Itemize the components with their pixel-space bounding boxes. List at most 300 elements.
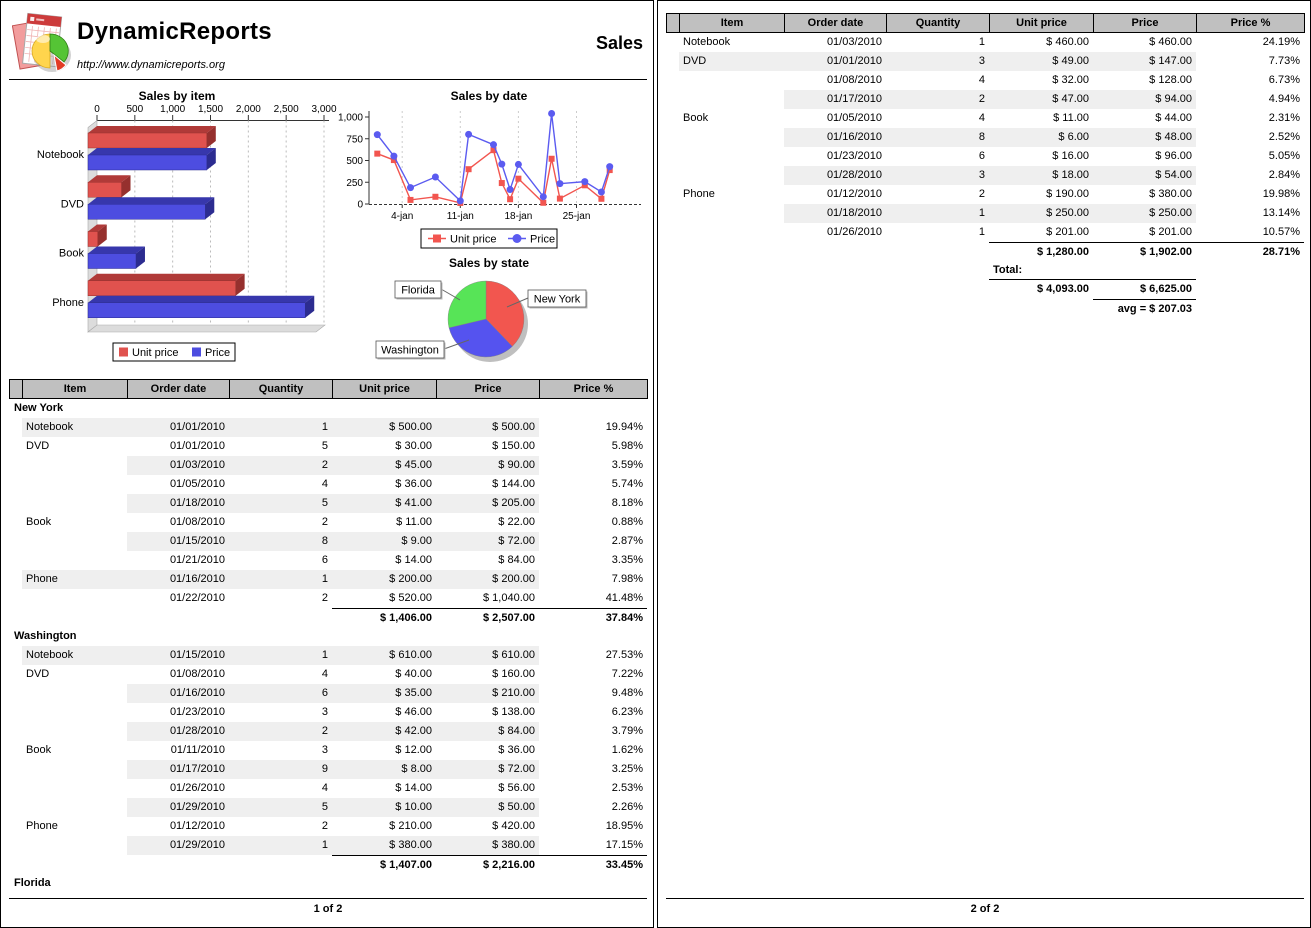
cell-quantity: 1: [978, 36, 985, 48]
cell-price-pct: 41.48%: [605, 592, 643, 604]
cell-price-pct: 3.59%: [611, 459, 643, 471]
cell-quantity: 1: [229, 570, 332, 589]
cell-unit-price: $ 49.00: [989, 52, 1093, 71]
cell-indent: [9, 836, 22, 855]
group-header: Washington: [14, 630, 77, 642]
cell-indent: [9, 703, 22, 722]
cell-price-pct: 7.98%: [611, 573, 643, 585]
cell-indent: [9, 513, 22, 532]
cell-price-pct: 7.22%: [611, 668, 643, 680]
cell-price: $ 460.00: [1149, 36, 1192, 48]
cell-quantity: 6: [321, 554, 328, 566]
cell-item: Book: [26, 516, 52, 528]
cell-price-pct: 2.26%: [611, 801, 643, 813]
total-unit-price: $ 4,093.00: [1037, 283, 1089, 295]
cell-quantity: [229, 608, 332, 627]
subtotal-price-pct: 28.71%: [1196, 242, 1304, 261]
subtotal-unit-price: $ 1,406.00: [332, 608, 436, 627]
table-row: [666, 185, 1304, 204]
cell-order-date: 01/18/2010: [127, 494, 229, 513]
cell-price-pct: 3.35%: [611, 554, 643, 566]
group-subtotal-row: [9, 608, 647, 627]
cell-unit-price: $ 41.00: [332, 494, 436, 513]
subtotal-price: $ 2,507.00: [436, 608, 539, 627]
table-row: [666, 90, 1304, 109]
cell-indent: [666, 90, 679, 109]
cell-unit-price: $ 46.00: [395, 706, 432, 718]
cell-price: $ 380.00: [1149, 188, 1192, 200]
cell-order-date: [127, 608, 229, 627]
cell-price: $ 128.00: [1149, 74, 1192, 86]
cell-indent: [9, 608, 22, 627]
total-label: Total:: [989, 261, 1093, 280]
cell-price-pct: 3.25%: [611, 763, 643, 775]
cell-price-pct: 2.84%: [1268, 169, 1300, 181]
column-header-pct: Price %: [1197, 13, 1305, 33]
sp: [886, 280, 989, 299]
svg-text:0: 0: [94, 104, 100, 115]
table-row: [666, 52, 1304, 71]
cell-order-date: 01/26/2010: [826, 226, 882, 238]
brand-title: DynamicReports: [77, 18, 272, 45]
sales-by-item-chart: [9, 87, 339, 365]
cell-quantity: 1: [229, 836, 332, 855]
cell-indent: [9, 475, 22, 494]
cell-order-date: 01/15/2010: [127, 646, 229, 665]
subtotal-unit-price: $ 1,280.00: [989, 242, 1093, 261]
cell-price: $ 205.00: [436, 494, 539, 513]
svg-text:500: 500: [126, 104, 144, 115]
table-row: [666, 128, 1304, 147]
cell-order-date: 01/26/2010: [169, 782, 225, 794]
sp: [666, 299, 679, 318]
table-row: [666, 109, 1304, 128]
svg-text:Price: Price: [530, 233, 556, 246]
table-header-row: [666, 13, 1304, 33]
cell-indent: [666, 128, 679, 147]
cell-indent: [666, 166, 679, 185]
cell-item: [679, 204, 784, 223]
cell-price: $ 144.00: [492, 478, 535, 490]
cell-unit-price: $ 14.00: [395, 782, 432, 794]
cell-unit-price: $ 18.00: [989, 166, 1093, 185]
cell-quantity: 2: [321, 516, 328, 528]
cell-unit-price: $ 14.00: [395, 554, 432, 566]
cell-unit-price: $ 10.00: [332, 798, 436, 817]
table-header-row: [9, 379, 647, 399]
cell-indent: [9, 722, 22, 741]
cell-indent: [9, 665, 22, 684]
table-row: [666, 71, 1304, 90]
cell-price: $ 36.00: [498, 744, 535, 756]
cell-order-date: 01/12/2010: [169, 820, 225, 832]
total-price: $ 6,625.00: [1140, 283, 1192, 295]
cell-quantity: 4: [978, 74, 985, 86]
sp: [1196, 299, 1304, 318]
cell-price-pct: 24.19%: [1262, 36, 1300, 48]
cell-quantity: 6: [978, 150, 985, 162]
cell-unit-price: $ 42.00: [332, 722, 436, 741]
svg-text:250: 250: [346, 177, 363, 189]
group-subtotal-row: [666, 242, 1304, 261]
column-header-date: Order date: [785, 13, 887, 33]
cell-price: $ 201.00: [1149, 226, 1192, 238]
cell-price-pct: 2.53%: [611, 782, 643, 794]
cell-price: $ 48.00: [1093, 128, 1196, 147]
cell-unit-price: $ 16.00: [1052, 150, 1089, 162]
cell-indent: [9, 456, 22, 475]
cell-price-pct: 2.31%: [1268, 112, 1300, 124]
cell-order-date: 01/08/2010: [169, 516, 225, 528]
total-values-row: [666, 280, 1304, 299]
svg-text:750: 750: [346, 134, 363, 146]
cell-price-pct: 2.52%: [1268, 131, 1300, 143]
column-header-item: Item: [23, 379, 128, 399]
cell-unit-price: $ 12.00: [395, 744, 432, 756]
cell-quantity: 2: [886, 90, 989, 109]
cell-unit-price: $ 45.00: [332, 456, 436, 475]
cell-item: Phone: [26, 820, 58, 832]
sp: [679, 280, 784, 299]
column-header-pct: Price %: [540, 379, 648, 399]
cell-item: [679, 90, 784, 109]
cell-order-date: 01/29/2010: [127, 798, 229, 817]
table-row: [9, 817, 647, 836]
cell-order-date: 01/17/2010: [127, 760, 229, 779]
svg-text:500: 500: [346, 156, 363, 167]
cell-price: $ 22.00: [498, 516, 535, 528]
cell-item: [22, 836, 127, 855]
cell-indent: [9, 494, 22, 513]
svg-text:4-jan: 4-jan: [391, 211, 414, 222]
cell-indent: [9, 684, 22, 703]
cell-indent: [666, 242, 679, 261]
cell-price: $ 138.00: [492, 706, 535, 718]
cell-order-date: 01/18/2010: [784, 204, 886, 223]
cell-order-date: 01/08/2010: [826, 74, 882, 86]
table-row: [9, 798, 647, 817]
cell-indent: [666, 109, 679, 128]
cell-unit-price: $ 8.00: [332, 760, 436, 779]
column-header-unit: Unit price: [990, 13, 1094, 33]
cell-item: [22, 494, 127, 513]
cell-item: [22, 551, 127, 570]
cell-unit-price: $ 610.00: [332, 646, 436, 665]
cell-order-date: 01/23/2010: [169, 706, 225, 718]
cell-price: $ 56.00: [498, 782, 535, 794]
cell-item: [22, 589, 127, 608]
cell-indent: [9, 437, 22, 456]
cell-indent: [9, 741, 22, 760]
cell-price: $ 90.00: [436, 456, 539, 475]
column-header-qty: Quantity: [230, 379, 333, 399]
cell-order-date: 01/29/2010: [127, 836, 229, 855]
brand-url: http://www.dynamicreports.org: [77, 59, 225, 71]
cell-order-date: 01/16/2010: [127, 684, 229, 703]
table-row: [666, 166, 1304, 185]
cell-quantity: 2: [321, 592, 328, 604]
table-row: [666, 33, 1304, 52]
table-row: [666, 223, 1304, 242]
cell-quantity: [886, 242, 989, 261]
cell-order-date: [127, 855, 229, 874]
cell-item: [22, 798, 127, 817]
cell-price: $ 210.00: [436, 684, 539, 703]
cell-price: $ 420.00: [492, 820, 535, 832]
cell-price: $ 84.00: [436, 722, 539, 741]
cell-quantity: 1: [229, 418, 332, 437]
total-label-row: [666, 261, 1304, 280]
cell-order-date: 01/05/2010: [169, 478, 225, 490]
cell-order-date: [784, 242, 886, 261]
svg-text:1,000: 1,000: [160, 104, 186, 115]
table-row: [9, 551, 647, 570]
table-row: [9, 418, 647, 437]
sp: [989, 299, 1093, 318]
cell-price-pct: 5.05%: [1268, 150, 1300, 162]
cell-indent: [666, 71, 679, 90]
cell-indent: [9, 418, 22, 437]
cell-price: $ 610.00: [436, 646, 539, 665]
cell-indent: [9, 589, 22, 608]
cell-unit-price: $ 201.00: [1046, 226, 1089, 238]
sp: [784, 261, 886, 280]
cell-price-pct: 13.14%: [1262, 207, 1300, 219]
cell-price-pct: 17.15%: [605, 839, 643, 851]
group-header: Florida: [14, 877, 51, 889]
svg-text:Price: Price: [205, 347, 231, 359]
table-row: [9, 741, 647, 760]
sales-table-page-2: [666, 13, 1304, 318]
cell-item: Notebook: [22, 418, 127, 437]
cell-quantity: 6: [229, 684, 332, 703]
cell-quantity: 4: [321, 478, 328, 490]
svg-text:Unit price: Unit price: [450, 233, 497, 246]
cell-indent: [9, 646, 22, 665]
table-row: [9, 684, 647, 703]
cell-unit-price: $ 210.00: [389, 820, 432, 832]
table-row: [9, 665, 647, 684]
table-row: [9, 722, 647, 741]
svg-text:1,000: 1,000: [337, 112, 363, 124]
sp: [784, 299, 886, 318]
subtotal-price-pct: 37.84%: [539, 608, 647, 627]
cell-order-date: 01/23/2010: [826, 150, 882, 162]
cell-price-pct: 10.57%: [1262, 226, 1300, 238]
svg-text:Washington: Washington: [381, 344, 439, 357]
cell-quantity: 1: [978, 226, 985, 238]
cell-unit-price: $ 40.00: [395, 668, 432, 680]
cell-quantity: 5: [229, 798, 332, 817]
cell-price-pct: 4.94%: [1268, 93, 1300, 105]
cell-item: [22, 760, 127, 779]
cell-indent: [9, 570, 22, 589]
cell-quantity: 3: [321, 744, 328, 756]
cell-unit-price: $ 460.00: [1046, 36, 1089, 48]
cell-unit-price: $ 11.00: [396, 516, 432, 528]
sales-table-page-1: [9, 379, 647, 893]
cell-order-date: 01/11/2010: [170, 744, 225, 756]
report-title: Sales: [595, 33, 643, 53]
cell-price-pct: 3.79%: [611, 725, 643, 737]
cell-order-date: 01/08/2010: [169, 668, 225, 680]
cell-order-date: 01/03/2010: [826, 36, 882, 48]
cell-indent: [9, 817, 22, 836]
cell-unit-price: $ 200.00: [332, 570, 436, 589]
column-header-price: Price: [1094, 13, 1197, 33]
svg-text:Sales by date: Sales by date: [450, 89, 528, 103]
svg-text:18-jan: 18-jan: [504, 211, 533, 222]
table-row: [9, 532, 647, 551]
cell-item: [22, 722, 127, 741]
cell-order-date: 01/01/2010: [784, 52, 886, 71]
cell-price: $ 84.00: [498, 554, 535, 566]
cell-item: Notebook: [22, 646, 127, 665]
cell-order-date: 01/15/2010: [127, 532, 229, 551]
page-number-footer: 1 of 2: [9, 898, 647, 915]
cell-quantity: 1: [229, 646, 332, 665]
cell-price: $ 50.00: [436, 798, 539, 817]
column-header-date: Order date: [128, 379, 230, 399]
cell-item: [679, 128, 784, 147]
subtotal-unit-price: $ 1,407.00: [332, 855, 436, 874]
header-divider: [9, 79, 647, 80]
cell-quantity: 9: [229, 760, 332, 779]
cell-price: $ 96.00: [1155, 150, 1192, 162]
table-row: [9, 836, 647, 855]
group-subtotal-row: [9, 855, 647, 874]
table-row: [9, 475, 647, 494]
sp: [666, 280, 679, 299]
sp: [784, 280, 886, 299]
cell-price-pct: 5.74%: [611, 478, 643, 490]
cell-price: $ 54.00: [1093, 166, 1196, 185]
cell-order-date: 01/28/2010: [127, 722, 229, 741]
table-row: [9, 703, 647, 722]
cell-quantity: 4: [321, 782, 328, 794]
cell-item: [22, 855, 127, 874]
cell-indent: [9, 532, 22, 551]
cell-quantity: 5: [229, 494, 332, 513]
svg-text:0: 0: [357, 199, 363, 211]
cell-item: Notebook: [683, 36, 731, 48]
cell-quantity: 3: [886, 52, 989, 71]
table-row: [9, 779, 647, 798]
sp: [679, 261, 784, 280]
cell-item: [22, 608, 127, 627]
cell-item: Book: [26, 744, 52, 756]
cell-price-pct: 0.88%: [611, 516, 643, 528]
column-header-indent: [10, 379, 23, 399]
svg-text:Florida: Florida: [401, 284, 435, 297]
sp: [1196, 280, 1304, 299]
cell-quantity: 2: [229, 456, 332, 475]
cell-order-date: 01/03/2010: [127, 456, 229, 475]
table-row: [666, 147, 1304, 166]
cell-quantity: 2: [321, 820, 328, 832]
cell-quantity: 3: [321, 706, 328, 718]
sp: [886, 261, 989, 280]
cell-price-pct: 19.94%: [605, 421, 643, 433]
cell-item: [679, 71, 784, 90]
cell-quantity: 3: [886, 166, 989, 185]
svg-text:Unit price: Unit price: [132, 347, 179, 359]
cell-item: [22, 684, 127, 703]
cell-unit-price: $ 520.00: [389, 592, 432, 604]
cell-unit-price: $ 250.00: [989, 204, 1093, 223]
cell-unit-price: $ 500.00: [332, 418, 436, 437]
cell-unit-price: $ 35.00: [332, 684, 436, 703]
sp: [679, 299, 784, 318]
cell-price-pct: 7.73%: [1268, 55, 1300, 67]
dynamicreports-logo-icon: [12, 11, 72, 77]
cell-price: $ 380.00: [436, 836, 539, 855]
svg-text:25-jan: 25-jan: [562, 211, 591, 222]
cell-unit-price: $ 32.00: [1052, 74, 1089, 86]
column-header-qty: Quantity: [887, 13, 990, 33]
svg-text:Phone: Phone: [52, 296, 84, 309]
cell-price: $ 160.00: [492, 668, 535, 680]
cell-unit-price: $ 30.00: [395, 440, 432, 452]
table-row: [9, 494, 647, 513]
cell-price: $ 500.00: [436, 418, 539, 437]
cell-unit-price: $ 9.00: [332, 532, 436, 551]
sp: [1196, 261, 1304, 280]
cell-item: [22, 532, 127, 551]
table-row: [666, 204, 1304, 223]
cell-price-pct: 1.62%: [611, 744, 643, 756]
cell-price: $ 147.00: [1093, 52, 1196, 71]
svg-text:Notebook: Notebook: [36, 149, 84, 161]
cell-indent: [9, 798, 22, 817]
cell-price-pct: 6.23%: [611, 706, 643, 718]
cell-unit-price: $ 11.00: [1053, 112, 1089, 124]
cell-unit-price: $ 36.00: [395, 478, 432, 490]
cell-order-date: 01/21/2010: [169, 554, 225, 566]
cell-item: Book: [683, 112, 709, 124]
cell-price: $ 44.00: [1155, 112, 1192, 124]
cell-order-date: 01/05/2010: [826, 112, 882, 124]
subtotal-price-pct: 33.45%: [539, 855, 647, 874]
cell-indent: [9, 779, 22, 798]
svg-text:DVD: DVD: [60, 198, 84, 211]
cell-unit-price: $ 380.00: [332, 836, 436, 855]
cell-indent: [9, 855, 22, 874]
cell-item: DVD: [26, 440, 50, 452]
svg-text:3,000: 3,000: [311, 104, 337, 115]
svg-text:2,000: 2,000: [235, 104, 261, 115]
cell-unit-price: $ 6.00: [989, 128, 1093, 147]
cell-quantity: 1: [886, 204, 989, 223]
report-page-1: [0, 0, 654, 928]
cell-quantity: [229, 855, 332, 874]
cell-order-date: 01/17/2010: [784, 90, 886, 109]
cell-indent: [9, 551, 22, 570]
cell-price: $ 150.00: [492, 440, 535, 452]
cell-item: [22, 779, 127, 798]
cell-indent: [666, 33, 679, 52]
average-price: avg = $ 207.03: [1093, 299, 1196, 318]
cell-price-pct: 19.98%: [1262, 188, 1300, 200]
cell-indent: [666, 147, 679, 166]
table-row: [9, 513, 647, 532]
svg-text:Book: Book: [58, 247, 84, 260]
svg-text:Sales by state: Sales by state: [448, 256, 530, 270]
table-row: [9, 589, 647, 608]
cell-quantity: 4: [978, 112, 985, 124]
cell-indent: [666, 185, 679, 204]
cell-quantity: 5: [321, 440, 328, 452]
